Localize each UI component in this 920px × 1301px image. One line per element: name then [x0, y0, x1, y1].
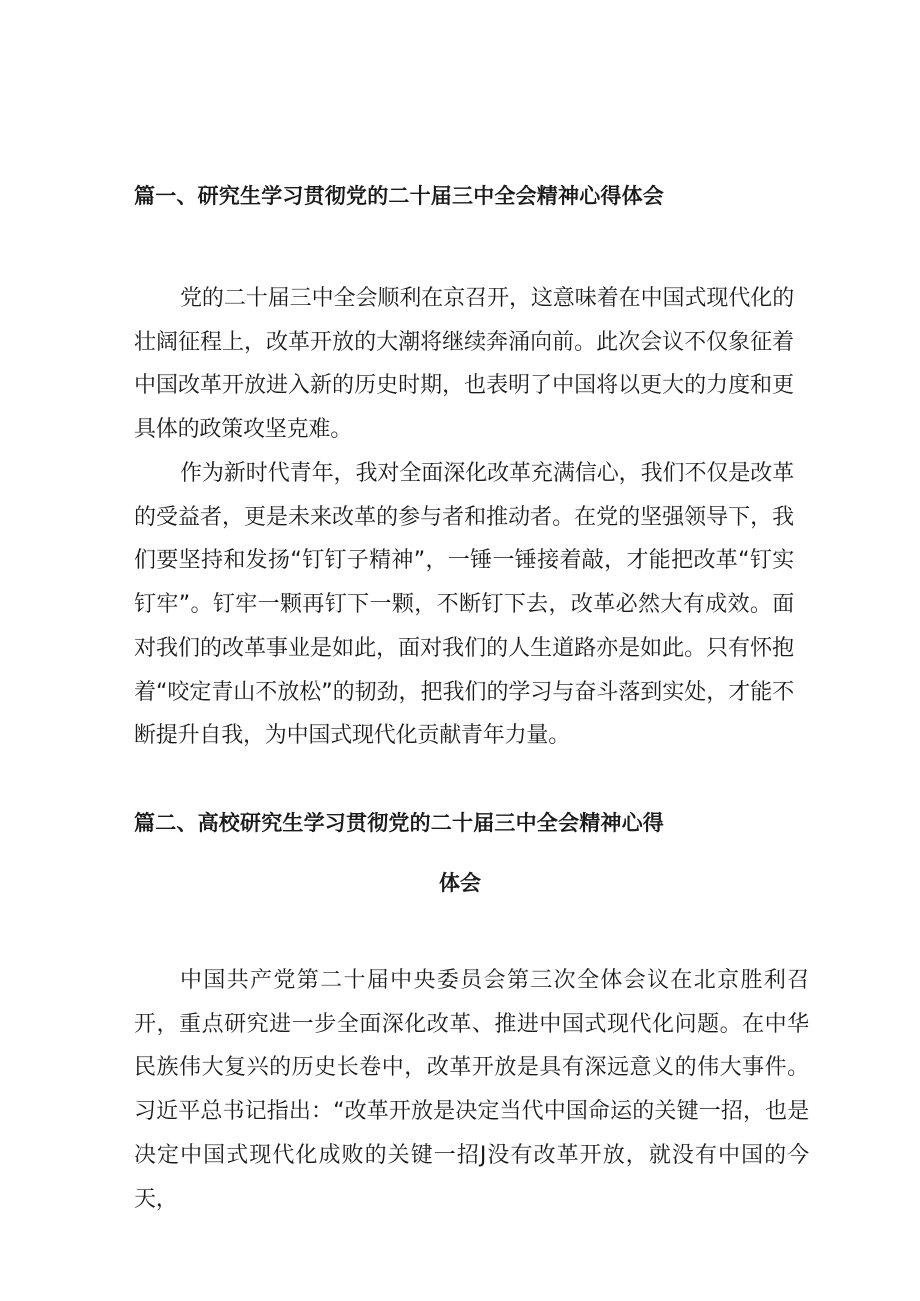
section-1-paragraph-2: 作为新时代青年，我对全面深化改革充满信心，我们不仅是改革的受益者，更是未来改革的参与者和推动者。在党的坚强领导下，我们要坚持和发扬“钉钉子精神”，一锤一锤接着敲，才能把改革“钉实钉牢”。钉牢一颗再钉下一颗，不断钉下去，改革必然大有成效。面对我们的改革事业是如此，面对我们的人生道路亦是如此。只有怀抱着“咬定青山不放松”的韧劲，把我们的学习与奋斗落到实处，才能不断提升自我，为中国式现代化贡献青年力量。 — [134, 461, 794, 749]
section-2-heading-line-2: 体会 — [439, 871, 481, 895]
section-1-heading: 篇一、研究生学习贯彻党的二十届三中全会精神心得体会 — [134, 184, 664, 208]
section-2-paragraph-1: 中国共产党第二十届中央委员会第三次全体会议在北京胜利召开，重点研究进一步全面深化改革、推进中国式现代化问题。在中华民族伟大复兴的历史长卷中，改革开放是具有深远意义的伟大事件。习近平总书记指出：“改革开放是决定当代中国命运的关键一招，也是决定中国式现代化成败的关键一招J没有改革开放，就没有中国的今天， — [134, 968, 809, 1212]
section-1-paragraph-1: 党的二十届三中全会顺利在京召开，这意味着在中国式现代化的壮阔征程上，改革开放的大潮将继续奔涌向前。此次会议不仅象征着中国改革开放进入新的历史时期，也表明了中国将以更大的力度和更具体的政策攻坚克难。 — [134, 286, 794, 443]
section-2-heading-line-1: 篇二、高校研究生学习贯彻党的二十届三中全会精神心得 — [134, 811, 664, 835]
